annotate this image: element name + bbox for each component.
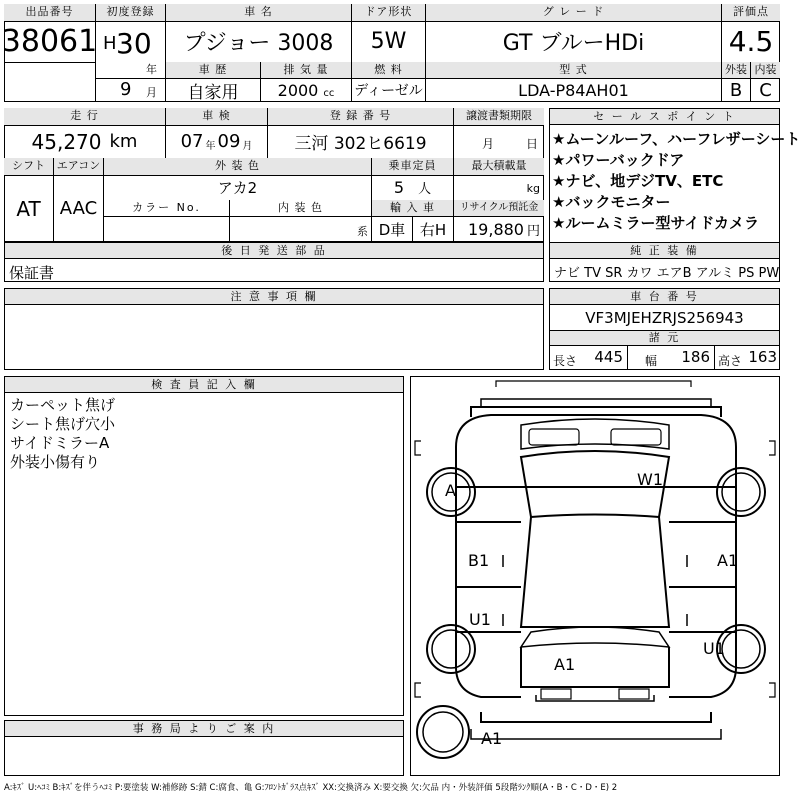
lot-number: 38061	[4, 21, 96, 63]
car-name-label: 車 名	[166, 4, 352, 22]
ac-value: AAC	[54, 175, 104, 242]
length-cell	[550, 346, 628, 369]
inspector-label: 検 査 員 記 入 欄	[5, 377, 403, 393]
equipment-section	[550, 242, 779, 281]
load-label: 最大積載量	[454, 158, 544, 176]
door-label: ドア形状	[352, 4, 426, 22]
notes-box	[4, 288, 544, 370]
car-name: プジョー 3008	[166, 21, 352, 63]
width-label: 幅	[645, 354, 658, 368]
first-reg-year	[96, 21, 166, 79]
grade-label: グ レ ー ド	[426, 4, 722, 22]
sales-point-item: ★ムーンルーフ、ハーフレザーシート	[552, 130, 800, 148]
dims-row	[550, 346, 779, 369]
mark-front-left-tire: A	[445, 481, 456, 500]
inspection-cell	[166, 125, 268, 159]
inspector-note: シート焦げ穴小	[10, 415, 116, 433]
model-value: LDA-P84AH01	[426, 78, 722, 102]
displacement-unit: cc	[323, 87, 335, 99]
inspector-note: サイドミラーA	[10, 434, 110, 452]
recycle-label: リサイクル預託金	[454, 200, 544, 217]
inspector-box	[4, 376, 404, 716]
displacement-cell	[261, 78, 352, 102]
first-reg-month	[96, 78, 166, 102]
inspector-note: 外装小傷有り	[10, 453, 101, 471]
chassis-value: VF3MJEHZRJS256943	[585, 309, 744, 327]
mark-left-rear-door: U1	[469, 610, 491, 629]
displacement-label: 排 気 量	[261, 62, 352, 79]
mileage-value: 45,270	[31, 129, 102, 154]
equipment-label: 純 正 装 備	[550, 243, 779, 259]
lot-number-label: 出品番号	[4, 4, 96, 22]
legend-text: A:ｷｽﾞ U:ﾍｺﾐ B:ｷｽﾞを伴うﾍｺﾐ P:要塗装 W:補修跡 S:錆 C:腐食、亀 G:ﾌﾛﾝﾄｶﾞﾗｽ点ｷｽﾞ XX:交換済み X:要交換 欠:欠品 内・外装評価 5段階ﾗﾝｸ順(A・B・C・D・E) 2	[4, 783, 618, 793]
transfer-day-unit: 日	[526, 137, 539, 151]
month-unit: 月	[146, 86, 157, 99]
interior-label: 内装	[751, 62, 780, 79]
grade-value: GT ブルーHDi	[426, 21, 722, 63]
chassis-label: 車 台 番 号	[550, 289, 779, 305]
length-value: 445	[594, 348, 623, 366]
later-parts-label: 後 日 発 送 部 品	[5, 243, 543, 259]
interior-value: C	[759, 79, 772, 101]
capacity-label: 乗車定員	[372, 158, 454, 176]
dims-label: 諸 元	[550, 330, 779, 346]
mark-right-rear-door: U1	[703, 639, 725, 658]
lot-number-blank	[4, 62, 96, 102]
exterior-value: B	[722, 78, 751, 102]
year-unit: 年	[146, 63, 157, 76]
sales-points-box	[549, 108, 800, 282]
interior-color-cell	[230, 216, 372, 242]
registration-value: 三河 302ヒ6619	[268, 125, 454, 159]
load-cell	[454, 175, 544, 201]
sales-point-item: ★パワーバックドア	[552, 151, 685, 169]
registration-label: 登 録 番 号	[268, 108, 454, 126]
inspector-note: カーペット焦げ	[10, 396, 116, 414]
inspection-month-unit: 月	[242, 141, 253, 152]
height-value: 163	[748, 348, 777, 366]
height-cell	[715, 346, 779, 369]
transfer-month-unit: 月	[482, 137, 495, 151]
inspection-label: 車 検	[166, 108, 268, 126]
interior-color-suffix: 系	[357, 225, 368, 238]
interior-color-label: 内 装 色	[230, 200, 372, 217]
office-box	[4, 720, 404, 776]
car-diagram	[410, 376, 780, 776]
later-parts-box	[4, 242, 544, 282]
capacity-value: 5	[393, 178, 405, 197]
mileage-label: 走 行	[4, 108, 166, 126]
color-value: アカ2	[104, 175, 372, 201]
mark-roof: W1	[637, 470, 663, 489]
ac-label: エアコン	[54, 158, 104, 176]
transfer-cell	[454, 125, 544, 159]
transfer-label: 譲渡書類期限	[454, 108, 544, 126]
inspection-year: 07	[180, 131, 204, 152]
color-no-label: カラー No.	[104, 200, 230, 217]
sales-point-item: ★ルームミラー型サイドカメラ	[552, 214, 759, 232]
history-value: 自家用	[166, 78, 261, 102]
inspection-year-unit: 年	[205, 141, 216, 152]
mileage-unit: km	[109, 131, 138, 152]
capacity-unit: 人	[418, 182, 432, 197]
car-outline-svg	[411, 377, 779, 775]
door-value: 5W	[352, 21, 426, 63]
fuel-label: 燃 料	[352, 62, 426, 79]
sales-point-item: ★ナビ、地デジTV、ETC	[552, 172, 724, 190]
era-prefix: H	[103, 33, 117, 54]
color-label: 外 装 色	[104, 158, 372, 176]
shift-value: AT	[4, 175, 54, 242]
height-label: 高さ	[718, 354, 743, 368]
import-label: 輸 入 車	[372, 200, 454, 217]
office-label: 事 務 局 よ り ご 案 内	[5, 721, 403, 737]
inspection-month: 09	[217, 131, 241, 152]
year-value: 30	[116, 27, 152, 60]
handle-value: 右H	[413, 216, 454, 242]
recycle-unit: 円	[526, 223, 540, 239]
model-label: 型 式	[426, 62, 722, 79]
width-cell	[628, 346, 715, 369]
import-value: D車	[372, 216, 413, 242]
month-value: 9	[120, 79, 132, 100]
first-reg-label: 初度登録	[96, 4, 166, 22]
shift-label: シフト	[4, 158, 54, 176]
width-value: 186	[681, 348, 710, 366]
mark-right-front-door: A1	[717, 551, 739, 570]
score-label: 評価点	[722, 4, 780, 22]
mark-left-front-door: B1	[468, 551, 490, 570]
sales-points-label: セ ー ル ス ポ イ ン ト	[550, 109, 779, 125]
length-label: 長さ	[553, 354, 578, 368]
exterior-label: 外装	[722, 62, 751, 79]
mileage-cell	[4, 125, 166, 159]
recycle-cell	[454, 216, 544, 242]
notes-label: 注 意 事 項 欄	[5, 289, 543, 305]
fuel-value: ディーゼル	[352, 78, 426, 102]
later-parts-value: 保証書	[9, 264, 55, 282]
load-unit: kg	[526, 182, 540, 195]
score-value: 4.5	[722, 21, 780, 63]
history-label: 車 歴	[166, 62, 261, 79]
equipment-value: ナビ TV SR カワ エアB アルミ PS PW	[554, 266, 780, 281]
mark-rear-bumper: A1	[481, 729, 503, 748]
chassis-box	[549, 288, 780, 370]
displacement-value: 2000	[277, 80, 319, 100]
sales-point-item: ★バックモニター	[552, 193, 671, 211]
color-no-value	[104, 216, 230, 242]
mark-trunk: A1	[554, 655, 576, 674]
capacity-cell	[372, 175, 454, 201]
recycle-value: 19,880	[468, 219, 524, 239]
